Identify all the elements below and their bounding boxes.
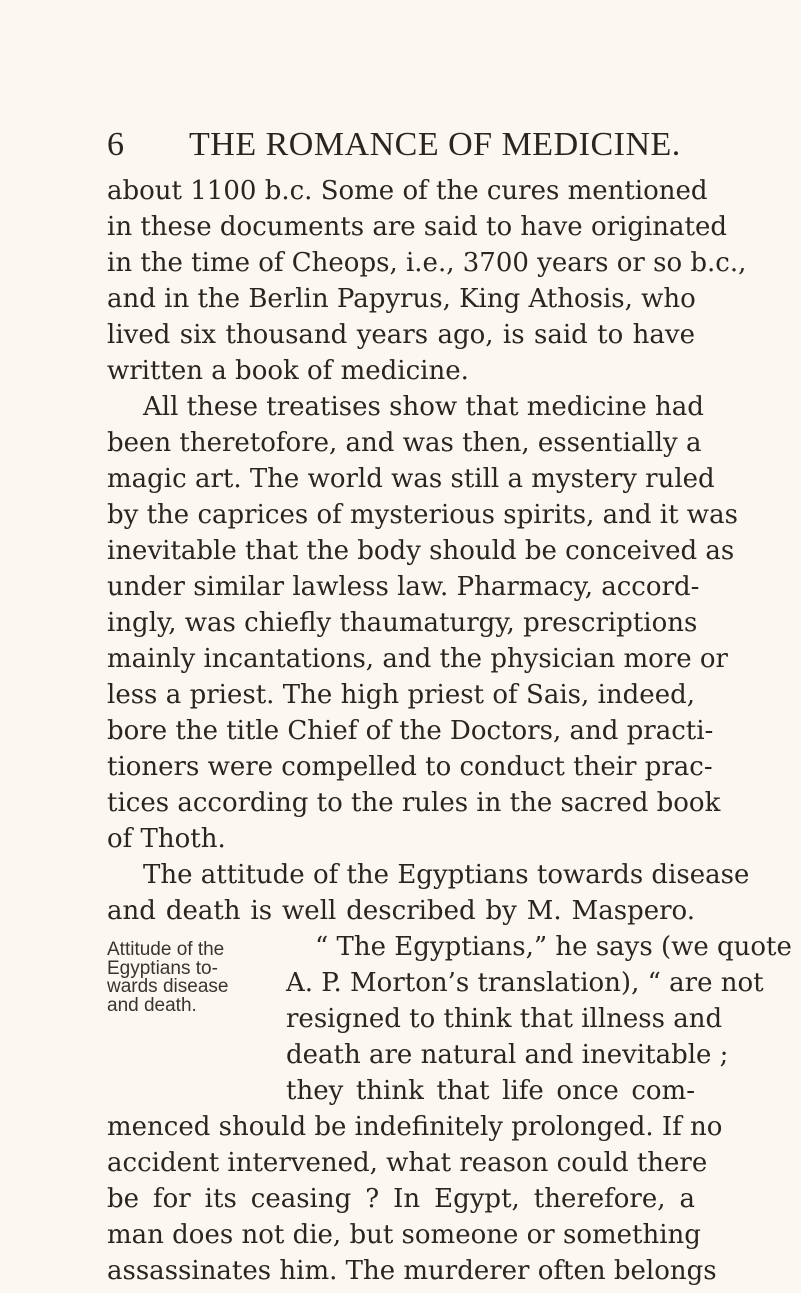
margin-note-line: Egyptians to-: [107, 957, 218, 979]
text-line: accident intervened, what reason could there: [107, 1148, 708, 1178]
page-number: 6: [107, 126, 125, 163]
text-line: menced should be indefinitely prolonged. If no: [107, 1112, 723, 1142]
margin-note-line: Attitude of the: [107, 939, 225, 960]
text-line: written a book of medicine.: [107, 356, 469, 386]
text-line: by the caprices of mysterious spirits, and it was: [107, 500, 738, 530]
text-line: man does not die, but someone or something: [107, 1220, 701, 1250]
text-line: in the time of Cheops, i.e., 3700 years or so b.c.,: [107, 248, 747, 278]
text-line: lived six thousand years ago, is said to have: [107, 320, 695, 350]
text-line: All these treatises show that medicine had: [143, 392, 704, 422]
running-head: [107, 126, 707, 172]
margin-note-line: wards disease: [107, 976, 229, 997]
text-line: under similar lawless law. Pharmacy, accord-: [107, 572, 700, 602]
running-title: THE ROMANCE OF MEDICINE.: [189, 126, 681, 163]
text-line: and in the Berlin Papyrus, King Athosis, who: [107, 284, 696, 314]
text-line: been theretofore, and was then, essentially a: [107, 428, 702, 458]
text-line: death are natural and inevitable ;: [286, 1040, 729, 1070]
text-line: magic art. The world was still a mystery ruled: [107, 464, 715, 494]
text-line: bore the title Chief of the Doctors, and practi-: [107, 716, 714, 746]
text-line: mainly incantations, and the physician more or: [107, 644, 728, 674]
text-line: less a priest. The high priest of Sais, indeed,: [107, 680, 695, 710]
text-line: assassinates him. The murderer often belongs: [107, 1256, 717, 1286]
text-line: tices according to the rules in the sacred book: [107, 788, 721, 818]
text-line: resigned to think that illness and: [286, 1004, 723, 1034]
margin-note: [107, 941, 277, 1015]
text-line: about 1100 b.c. Some of the cures mentioned: [107, 176, 708, 206]
text-line: “ The Egyptians,” he says (we quote: [315, 932, 792, 962]
text-line: ingly, was chiefly thaumaturgy, prescriptions: [107, 608, 698, 638]
text-line: The attitude of the Egyptians towards disease: [143, 860, 750, 890]
text-line: inevitable that the body should be conceived as: [107, 536, 735, 566]
text-line: they think that life once com-: [286, 1076, 695, 1106]
text-line: of Thoth.: [107, 824, 226, 854]
margin-note-line: and death.: [107, 994, 197, 1016]
text-line: A. P. Morton’s translation), “ are not: [286, 968, 764, 998]
text-line: tioners were compelled to conduct their prac-: [107, 752, 713, 782]
text-line: and death is well described by M. Maspero.: [107, 896, 695, 926]
text-line: be for its ceasing ? In Egypt, therefore, a: [107, 1184, 695, 1214]
text-line: in these documents are said to have originated: [107, 212, 728, 242]
